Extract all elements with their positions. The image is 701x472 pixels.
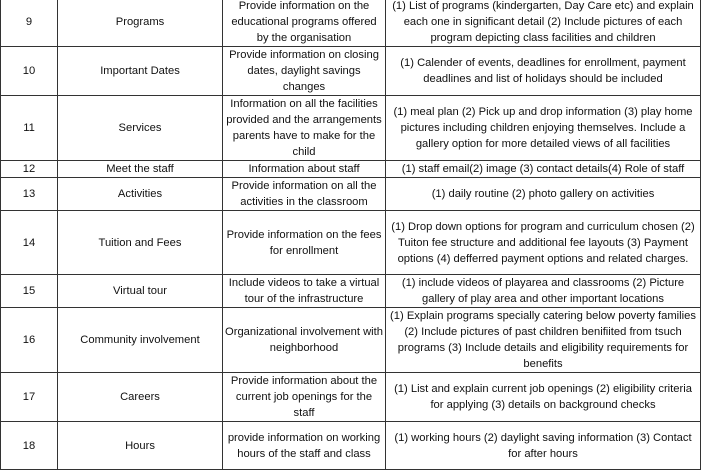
page-name: Services (58, 96, 223, 161)
page-requirements: (1) working hours (2) daylight saving information (3) Contact for after hours (386, 422, 701, 470)
page-description: provide information on working hours of the staff and class (223, 422, 386, 470)
row-number: 14 (1, 211, 58, 275)
row-number: 13 (1, 178, 58, 211)
row-number: 15 (1, 275, 58, 308)
table-row (1, 422, 701, 470)
page-description: Organizational involvement with neighborhood (223, 308, 386, 373)
page-description: Information about staff (223, 161, 386, 178)
page-requirements: (1) Calender of events, deadlines for enrollment, payment deadlines and list of holidays should be included (386, 47, 701, 96)
page-description: Provide information about the current job openings for the staff (223, 373, 386, 422)
page-description: Provide information on the fees for enrollment (223, 211, 386, 275)
row-number: 18 (1, 422, 58, 470)
table-row (1, 211, 701, 275)
table-row (1, 308, 701, 373)
page-description: Information on all the facilities provided and the arrangements parents have to make for the child (223, 96, 386, 161)
table-row (1, 47, 701, 96)
page-requirements: (1) List and explain current job openings (2) eligibility criteria for applying (3) details on background checks (386, 373, 701, 422)
page-requirements: (1) daily routine (2) photo gallery on activities (386, 178, 701, 211)
page-requirements: (1) List of programs (kindergarten, Day Care etc) and explain each one in significant detail (2) Include pictures of each program depicting class facilities and children (386, 0, 701, 47)
row-number: 9 (1, 0, 58, 47)
row-number: 16 (1, 308, 58, 373)
page-name: Hours (58, 422, 223, 470)
row-number: 12 (1, 161, 58, 178)
row-number: 11 (1, 96, 58, 161)
page-requirements: (1) staff email(2) image (3) contact details(4) Role of staff (386, 161, 701, 178)
table-row (1, 96, 701, 161)
page-name: Activities (58, 178, 223, 211)
table-row (1, 275, 701, 308)
page-name: Tuition and Fees (58, 211, 223, 275)
page-requirements: (1) Drop down options for program and curriculum chosen (2) Tuiton fee structure and additional fee layouts (3) Payment options (4) defferred payment options and related charges. (386, 211, 701, 275)
table-row (1, 178, 701, 211)
page-description: Provide information on closing dates, daylight savings changes (223, 47, 386, 96)
page-name: Community involvement (58, 308, 223, 373)
page-requirements: (1) include videos of playarea and classrooms (2) Picture gallery of play area and other important locations (386, 275, 701, 308)
page-name: Meet the staff (58, 161, 223, 178)
row-number: 10 (1, 47, 58, 96)
table-row (1, 0, 701, 47)
row-number: 17 (1, 373, 58, 422)
table-row (1, 161, 701, 178)
table-row (1, 373, 701, 422)
page-name: Virtual tour (58, 275, 223, 308)
page-name: Programs (58, 0, 223, 47)
page-description: Provide information on the educational programs offered by the organisation (223, 0, 386, 47)
page-name: Careers (58, 373, 223, 422)
page-description: Provide information on all the activities in the classroom (223, 178, 386, 211)
page-name: Important Dates (58, 47, 223, 96)
page-description: Include videos to take a virtual tour of the infrastructure (223, 275, 386, 308)
page-requirements: (1) meal plan (2) Pick up and drop information (3) play home pictures including children enjoying themselves. Include a gallery option for more detailed views of all facilities (386, 96, 701, 161)
page-requirements: (1) Explain programs specially catering below poverty families (2) Include pictures of past children benifiited from tsuch programs (3) Include details and eligibility requirements for benefits (386, 308, 701, 373)
